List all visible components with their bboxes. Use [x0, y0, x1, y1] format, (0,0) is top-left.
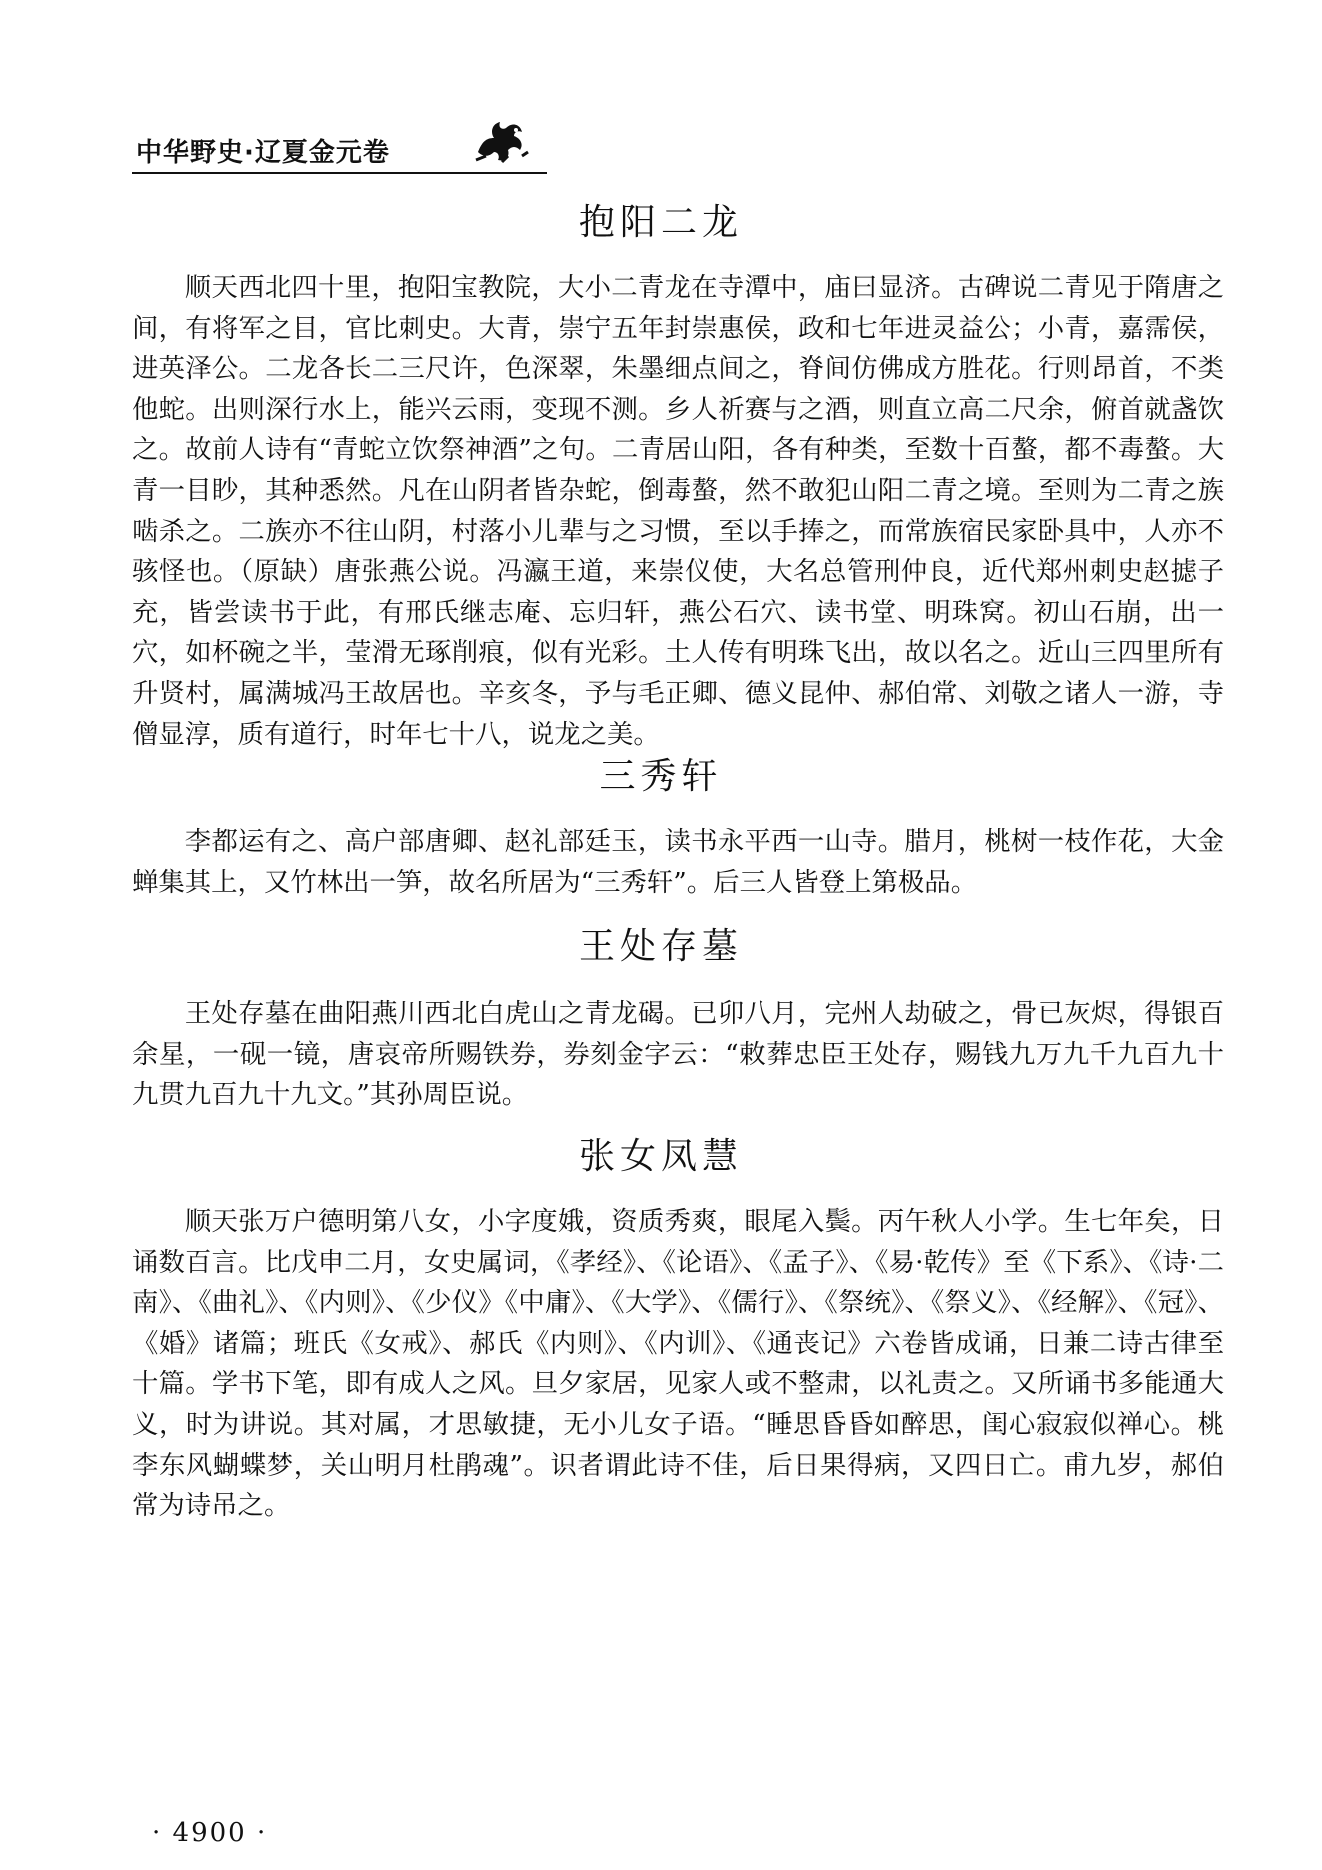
section-body: 顺天张万户德明第八女，小字度娥，资质秀爽，眼尾入鬓。丙午秋人小学。生七年矣，日诵数百言。比戊申二月，女史属词，《孝经》、《论语》、《孟子》、《易·乾传》至《下系》、《诗·二南》、《曲礼》、《内则》、《少仪》《中庸》、《大学》、《儒行》、《祭统》、《祭义》、《经解》、《冠》、《婚》诸篇；班氏《女戒》、郝氏《内则》、《内训》、《通丧记》六卷皆成诵，日兼二诗古律至十篇。学书下笔，即有成人之风。旦夕家居，见家人或不整肃，以礼责之。又所诵书多能通大义，时为讲说。其对属，才思敏捷，无小儿女子语。“睡思昏昏如醉思，闺心寂寂似禅心。桃李东风蝴蝶梦，关山明月杜鹃魂”。识者谓此诗不佳，后日果得病，又四日亡。甫九岁，郝伯常为诗吊之。: [132, 1206, 1224, 1522]
section-body: 李都运有之、高户部唐卿、赵礼部廷玉，读书永平西一山寺。腊月，桃树一枝作花，大金蝉集其上，又竹林出一笋，故名所居为“三秀轩”。后三人皆登上第极品。: [132, 826, 1224, 898]
book-title: 中华野史·辽夏金元卷: [136, 138, 390, 168]
dragon-emblem-icon: [472, 112, 530, 166]
section-body: 顺天西北四十里，抱阳宝教院，大小二青龙在寺潭中，庙曰显济。古碑说二青见于隋唐之间，有将军之目，官比刺史。大青，崇宁五年封崇惠侯，政和七年进灵益公；小青，嘉霈侯，进英泽公。二龙各长二三尺许，色深翠，朱墨细点间之，脊间仿佛成方胜花。行则昂首，不类他蛇。出则深行水上，能兴云雨，变现不测。乡人祈赛与之酒，则直立高二尺余，俯首就盏饮之。故前人诗有“青蛇立饮祭神酒”之句。二青居山阳，各有种类，至数十百螯，都不毒螯。大青一目眇，其种悉然。凡在山阴者皆杂蛇，倒毒螯，然不敢犯山阳二青之境。至则为二青之族啮杀之。二族亦不往山阴，村落小儿辈与之习惯，至以手捧之，而常族宿民家卧具中，人亦不骇怪也。（原缺）唐张燕公说。冯瀛王道，来崇仪使，大名总管刑仲良，近代郑州刺史赵摅子充，皆尝读书于此，有邢氏继志庵、忘归轩，燕公石穴、读书堂、明珠窝。初山石崩，出一穴，如杯碗之半，莹滑无琢削痕，似有光彩。土人传有明珠飞出，故以名之。近山三四里所有升贤村，属满城冯王故居也。辛亥冬，予与毛正卿、德义昆仲、郝伯常、刘敬之诸人一游，寺僧显淳，质有道行，时年七十八，说龙之美。: [132, 272, 1224, 750]
running-header: [132, 112, 547, 174]
section-title: 张女凤慧: [578, 1136, 743, 1177]
section-title: 王处存墓: [578, 926, 743, 967]
page-number: · 4900 ·: [152, 1818, 268, 1848]
section-title: 抱阳二龙: [578, 202, 743, 243]
section-title: 三秀轩: [599, 756, 723, 797]
section-body: 王处存墓在曲阳燕川西北白虎山之青龙碣。已卯八月，完州人劫破之，骨已灰烬，得银百余星，一砚一镜，唐哀帝所赐铁券，券刻金字云：“敕葬忠臣王处存，赐钱九万九千九百九十九贯九百九十九文。”其孙周臣说。: [132, 998, 1224, 1111]
